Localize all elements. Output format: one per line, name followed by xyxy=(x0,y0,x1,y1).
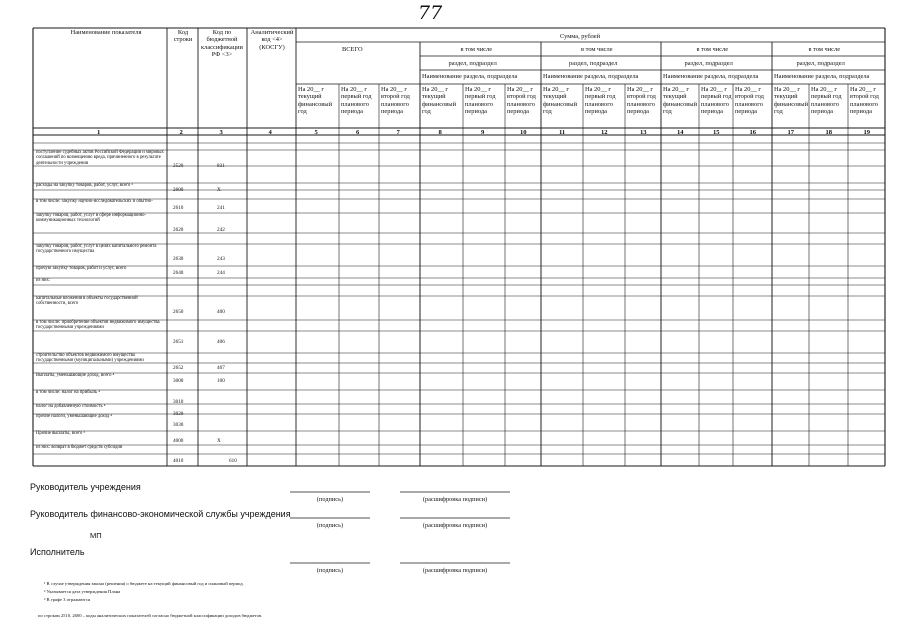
header-total: ВСЕГО xyxy=(342,46,363,53)
row-name: из них: xyxy=(36,278,51,283)
row-name: капитальные вложения в объекты государственной собственности, всего xyxy=(36,296,138,307)
column-number: 3 xyxy=(219,129,223,136)
row-code: 2650 xyxy=(173,309,184,315)
footnote-4: по строкам 2510, 2600 – коды аналитических показателей согласно бюджетной классификации доходов бюджетов. xyxy=(38,613,263,618)
period-header: На 20__ г текущий финансовый год xyxy=(663,86,698,116)
row-budget-code: X xyxy=(217,438,221,444)
row-name: прочие налоги, уменьшающие доход ⁴ xyxy=(36,414,112,419)
finance-head-label: Руководитель финансово-экономической службы учреждения xyxy=(30,509,291,519)
group-incl-label: в том числе xyxy=(581,46,613,53)
row-name: закупку товаров, работ, услуг в целях капитального ремонта государственного имущества xyxy=(36,244,157,255)
row-budget-code: 406 xyxy=(217,339,225,345)
footnote-1: ¹ В случае утверждения закона (решения) о бюджете на текущий финансовый год и плановый период. xyxy=(44,581,244,586)
group-section-name-label: Наименование раздела, подраздела xyxy=(422,73,518,80)
group-section-name-label: Наименование раздела, подраздела xyxy=(774,73,870,80)
header-name-col: Наименование показателя xyxy=(70,29,142,36)
row-name: в том числе: закупку научно-исследовательских и опытно- xyxy=(36,199,153,204)
group-section-sub-label: раздел, подраздел xyxy=(448,60,497,67)
head-decode-caption: (расшифровка подписи) xyxy=(422,496,488,503)
period-header: На 20__ г первый год планового периода xyxy=(701,86,732,116)
row-name: в том числе: приобретение объектов недвижимого имущества государственными учреждениями xyxy=(36,320,160,331)
executor-decode-caption: (расшифровка подписи) xyxy=(422,567,488,574)
row-code: 2620 xyxy=(173,227,184,233)
row-name: налог на добавленную стоимость ⁴ xyxy=(36,404,106,409)
row-name: расходы на закупку товаров, работ, услуг, всего ³ xyxy=(36,183,133,188)
row-code: 2651 xyxy=(173,339,184,345)
row-budget-code: 400 xyxy=(217,309,225,315)
column-number: 14 xyxy=(677,129,684,136)
header-analytic-col: Аналитический код <4> (КОСГУ) xyxy=(250,29,294,51)
column-number: 15 xyxy=(713,129,720,136)
row-budget-code: 100 xyxy=(217,378,225,384)
period-header: На 20__ г первый год планового периода xyxy=(585,86,616,116)
column-number: 6 xyxy=(356,129,360,136)
column-number: 9 xyxy=(481,129,485,136)
group-section-sub-label: раздел, подраздел xyxy=(684,60,733,67)
column-number: 8 xyxy=(438,129,442,136)
column-number: 5 xyxy=(314,129,318,136)
row-budget-code: 610 xyxy=(229,458,237,464)
row-code: 4010 xyxy=(173,458,184,464)
row-budget-code: 244 xyxy=(217,270,225,276)
period-header: На 20__ г текущий финансовый год xyxy=(774,86,809,116)
row-budget-code: 242 xyxy=(217,227,225,233)
row-name: строительство объектов недвижимого имущества государственными (муниципальными) учреждениями xyxy=(36,353,144,364)
column-number: 16 xyxy=(749,129,757,136)
column-number: 17 xyxy=(787,129,795,136)
group-section-sub-label: раздел, подраздел xyxy=(796,60,845,67)
column-number: 11 xyxy=(559,129,566,136)
header-code-col: Код строки xyxy=(173,29,193,44)
footnote-2: ² Указывается дата утверждения Плана xyxy=(44,589,121,594)
column-number: 10 xyxy=(520,129,527,136)
period-header: На 20__ г второй год планового периода xyxy=(381,86,410,116)
row-name: прочую закупку товаров, работ и услуг, всего xyxy=(36,266,127,271)
period-header: На 20__ г второй год планового периода xyxy=(507,86,536,116)
group-incl-label: в том числе xyxy=(696,46,729,53)
group-section-name-label: Наименование раздела, подраздела xyxy=(543,73,639,80)
period-header: На 20__ г второй год планового периода xyxy=(627,86,656,116)
stamp-mark: МП xyxy=(90,531,102,540)
column-number: 18 xyxy=(825,129,833,136)
row-budget-code: X xyxy=(217,187,221,193)
row-budget-code: 241 xyxy=(217,205,225,211)
head-of-institution-label: Руководитель учреждения xyxy=(30,482,141,492)
row-code: 3010 xyxy=(173,399,184,405)
row-code: 2600 xyxy=(173,187,184,193)
row-name: Прочие выплаты, всего ⁵ xyxy=(36,431,86,436)
row-name: в том числе: налог на прибыль ⁴ xyxy=(36,390,100,395)
row-code: 3020 xyxy=(173,411,184,417)
head-sign-caption: (подпись) xyxy=(316,496,344,503)
row-code: 2640 xyxy=(173,270,184,276)
row-code: 3030 xyxy=(173,422,184,428)
group-incl-label: в том числе xyxy=(808,46,841,53)
header-budget-code-col: Код по бюджетной классификации РФ <3> xyxy=(201,29,243,59)
group-section-sub-label: раздел, подраздел xyxy=(569,60,618,67)
page-number: 77 xyxy=(418,2,443,24)
row-code: 2520 xyxy=(173,163,184,169)
period-header: На 20__ г первый год планового периода xyxy=(341,86,372,116)
row-code: 2652 xyxy=(173,365,184,371)
period-header: На 20__ г первый год планового периода xyxy=(811,86,842,116)
finance-decode-caption: (расшифровка подписи) xyxy=(422,522,488,529)
executor-label: Исполнитель xyxy=(30,547,85,557)
header-sum: Сумма, рублей xyxy=(560,33,601,40)
executor-sign-caption: (подпись) xyxy=(316,567,344,574)
finance-sign-caption: (подпись) xyxy=(316,522,344,529)
row-code: 4000 xyxy=(173,438,184,444)
row-budget-code: 243 xyxy=(217,256,225,262)
footnote-3: ³ В графе 3 отражаются xyxy=(44,597,91,602)
row-name: поступление судебных актов Российской Федерации и мировых соглашений по возмещению вреда, причиненного в результате деятельности учреждения xyxy=(36,150,164,166)
row-budget-code: 407 xyxy=(217,365,225,371)
column-number: 19 xyxy=(863,129,871,136)
row-code: 2610 xyxy=(173,205,184,211)
row-budget-code: 831 xyxy=(217,163,225,169)
column-number: 12 xyxy=(601,129,608,136)
period-header: На 20__ г текущий финансовый год xyxy=(543,86,578,116)
column-number: 1 xyxy=(97,129,101,136)
row-code: 3000 xyxy=(173,378,184,384)
period-header: На 20__ г текущий финансовый год xyxy=(298,86,333,116)
column-number: 4 xyxy=(268,129,272,136)
row-code: 2630 xyxy=(173,256,184,262)
period-header: На 20__ г текущий финансовый год xyxy=(422,86,457,116)
column-number: 7 xyxy=(396,129,400,136)
group-section-name-label: Наименование раздела, подраздела xyxy=(663,73,759,80)
row-name: Выплаты, уменьшающие доход, всего ⁴ xyxy=(36,373,115,378)
period-header: На 20__ г первый год планового периода xyxy=(465,86,496,116)
period-header: На 20__ г второй год планового периода xyxy=(850,86,879,116)
row-name: закупку товаров, работ, услуг в сфере информационно-коммуникационных технологий xyxy=(36,213,147,224)
column-number: 2 xyxy=(179,129,183,136)
period-header: На 20__ г второй год планового периода xyxy=(735,86,764,116)
column-number: 13 xyxy=(640,129,647,136)
row-name: из них: возврат в бюджет средств субсидии xyxy=(36,445,123,450)
group-incl-label: в том числе xyxy=(460,46,493,53)
